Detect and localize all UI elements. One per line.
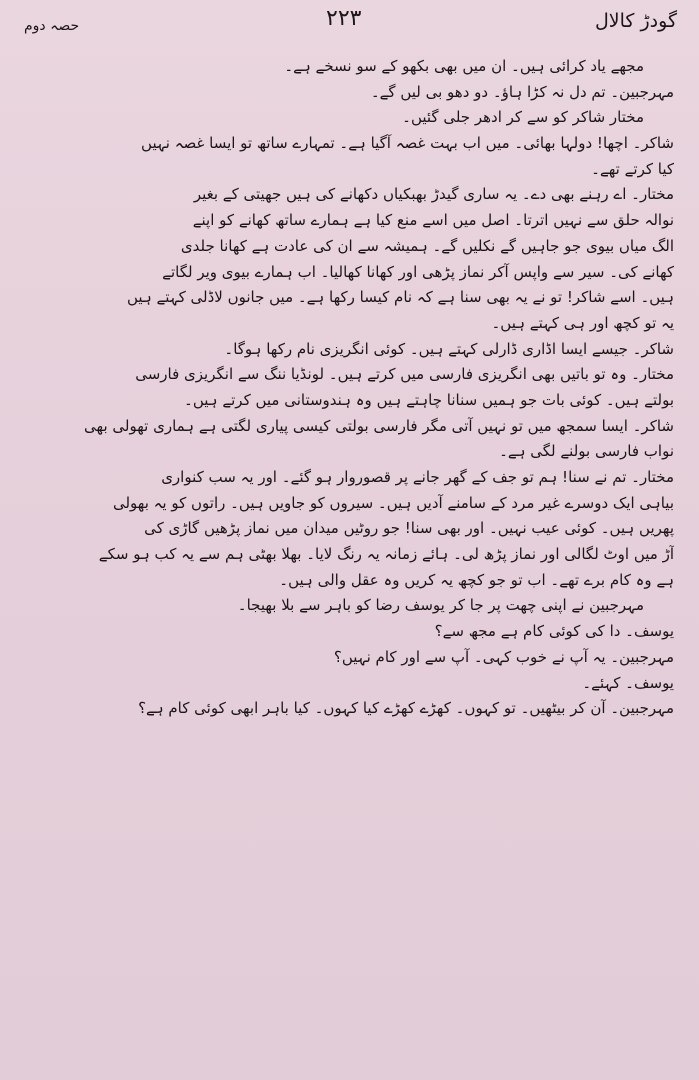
text-line: کیا کرتے تھے۔ [591,159,674,178]
text-line: شاکر۔ جیسے ایسا اڈاری ڈارلی کہتے ہیں۔ کوئی انگریزی نام رکھا ہوگا۔ [224,339,674,358]
text-line: شاکر۔ ایسا سمجھ میں تو نہیں آتی مگر فارسی بولتی کیسی پیاری لگتی ہے ہماری تھولی بھی [84,416,674,435]
text-line: نواب فارسی بولنے لگی ہے۔ [499,442,674,461]
text-line: الگ میاں بیوی جو جاہیں گے نکلیں گے۔ ہمیشہ سے ان کی عادت ہے کھانا جلدی [180,236,674,255]
text-line: بیاہی ایک دوسرے غیر مرد کے سامنے آدیں ہیں۔ سیروں کو جاویں ہیں۔ راتوں کو یہ بھولی [112,493,674,512]
text-line: بولتے ہیں۔ کوئی بات جو ہمیں سنانا چاہتے ہیں وہ ہندوستانی میں کرتے ہیں۔ [184,390,674,409]
text-line: آڑ میں اوٹ لگالی اور نماز پڑھ لی۔ ہائے زمانہ یہ رنگ لایا۔ بھلا بھٹی ہم سے یہ کب ہو سکے [98,545,674,564]
text-line: یوسف۔ کہئے۔ [582,673,674,692]
text-line: مہرجبین۔ آن کر بیٹھیں۔ تو کہوں۔ کھڑے کھڑے کیا کہوں۔ کیا باہر ابھی کوئی کام ہے؟ [138,699,674,718]
page-header [0,6,699,46]
text-line: مہرجبین۔ یہ آپ نے خوب کہی۔ آپ سے اور کام نہیں؟ [333,647,674,666]
text-line: مختار۔ تم نے سنا! ہم تو جف کے گھر جانے پر قصوروار ہو گئے۔ اور یہ سب کنواری [161,468,674,486]
text-line: یوسف۔ دا کی کوئی کام ہے مجھ سے؟ [434,622,674,641]
text-line: کھانے کی۔ سیر سے واپس آکر نماز پڑھی اور کھانا کھالیا۔ اب ہمارے بیوی ویر لگاتے [162,262,674,281]
text-line: مہرجبین نے اپنی چھت پر جا کر یوسف رضا کو باہر سے بلا بھیجا۔ [237,596,644,615]
text-line: ہیں۔ اسے شاکر! تو نے یہ بھی سنا ہے کہ نام کیسا رکھا ہے۔ میں جانوں لاڈلی کہتے ہیں [127,288,674,307]
page-number: ۲۲۳ [326,6,362,31]
body-text [30,54,674,722]
text-line: نوالہ حلق سے نہیں اترتا۔ اصل میں اسے منع کیا ہے ہمارے ساتھ کھانے کو اپنے [192,211,674,230]
text-line: مجھے یاد کرائی ہیں۔ ان میں بھی بکھو کے سو نسخے ہے۔ [284,57,644,75]
text-line: مختار۔ اے رہنے بھی دے۔ یہ ساری گیدڑ بھبکیاں دکھانے کی ہیں جھیتی کے بغیر [193,185,674,204]
text-line: ہے وہ کام برے تھے۔ اب تو جو کچھ یہ کریں وہ عقل والی ہیں۔ [279,570,674,589]
text-line: مہرجبین۔ تم دل نہ کڑا ہاؤ۔ دو دھو بی لیں گے۔ [370,82,674,101]
section-label: حصہ دوم [24,18,80,34]
running-title: گودڑ کالال [594,10,677,32]
text-line: مختار۔ وہ تو باتیں بھی انگریزی فارسی میں کرتے ہیں۔ لونڈیا ننگ سے انگریزی فارسی [135,365,674,384]
text-line: شاکر۔ اچھا! دولہا بھائی۔ میں اب بہت غصہ آگیا ہے۔ تمہارے ساتھ تو ایسا غصہ نہیں [141,134,674,153]
text-line: پھریں ہیں۔ کوئی عیب نہیں۔ اور بھی سنا! جو روٹیں میدان میں نماز پڑھیں گاڑی کی [144,519,674,538]
text-line: یہ تو کچھ اور ہی کہتے ہیں۔ [491,313,674,332]
text-line: مختار شاکر کو سے کر ادھر جلی گئیں۔ [402,108,644,127]
